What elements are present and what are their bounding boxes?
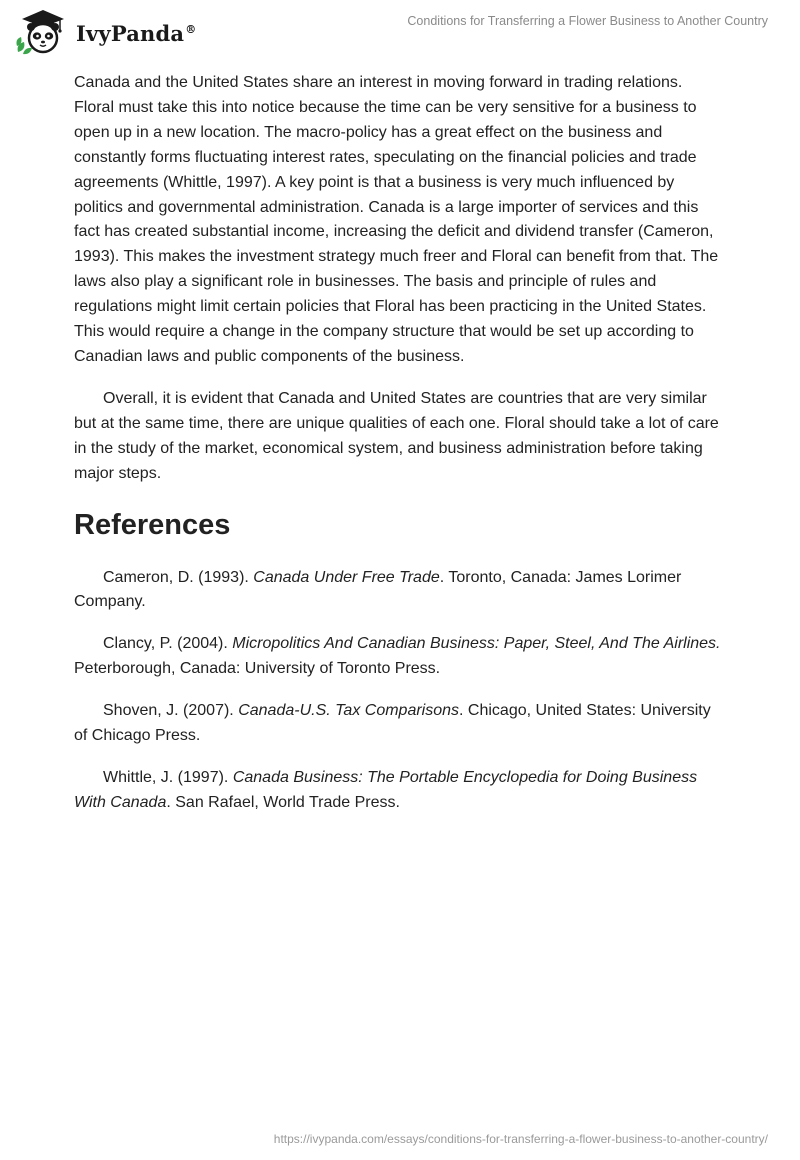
reference-item: Cameron, D. (1993). Canada Under Free Trade. Toronto, Canada: James Lorimer Company.	[74, 568, 682, 611]
ivypanda-logo[interactable]	[14, 8, 196, 56]
body-paragraph: Canada and the United States share an interest in moving forward in trading relations. Floral must take this into notice because the time can be very sensitive for a business to open up in a new location. The macro-policy has a great effect on the business and constantly forms fluctuating interest rates, speculating on the financial policies and trade agreements (Whittle, 1997). A key point is that a business is very much influenced by politics and governmental administration. Canada is a large importer of services and this fact has created substantial income, increasing the deficit and dividend transfer (Cameron, 1993). This makes the investment strategy much freer and Floral can benefit from that. The laws also play a significant role in businesses. The basis and principle of rules and regulations might limit certain policies that Floral has been practicing in the United States. This would require a change in the company structure that would be set up according to Canadian laws and public components of the business.	[74, 74, 719, 365]
panda-logo-icon	[14, 8, 72, 56]
reference-item: Shoven, J. (2007). Canada-U.S. Tax Comparisons. Chicago, United States: University of Chicago Press.	[74, 702, 711, 745]
source-url[interactable]: https://ivypanda.com/essays/conditions-for-transferring-a-flower-business-to-another-country/	[273, 1132, 768, 1146]
logo-text: IvyPanda®	[76, 20, 197, 46]
document-title: Conditions for Transferring a Flower Business to Another Country	[407, 14, 768, 28]
reference-item: Clancy, P. (2004). Micropolitics And Canadian Business: Paper, Steel, And The Airlines. Peterborough, Canada: University of Toronto Press.	[74, 635, 721, 678]
reference-item: Whittle, J. (1997). Canada Business: The Portable Encyclopedia for Doing Business With Canada. San Rafael, World Trade Press.	[74, 768, 698, 811]
body-paragraph: Overall, it is evident that Canada and United States are countries that are very similar but at the same time, there are unique qualities of each one. Floral should take a lot of care in the study of the market, economical system, and business administration before taking major steps.	[74, 389, 719, 482]
essay-content	[74, 71, 726, 833]
page-header	[0, 0, 800, 64]
references-heading: References	[74, 508, 231, 541]
